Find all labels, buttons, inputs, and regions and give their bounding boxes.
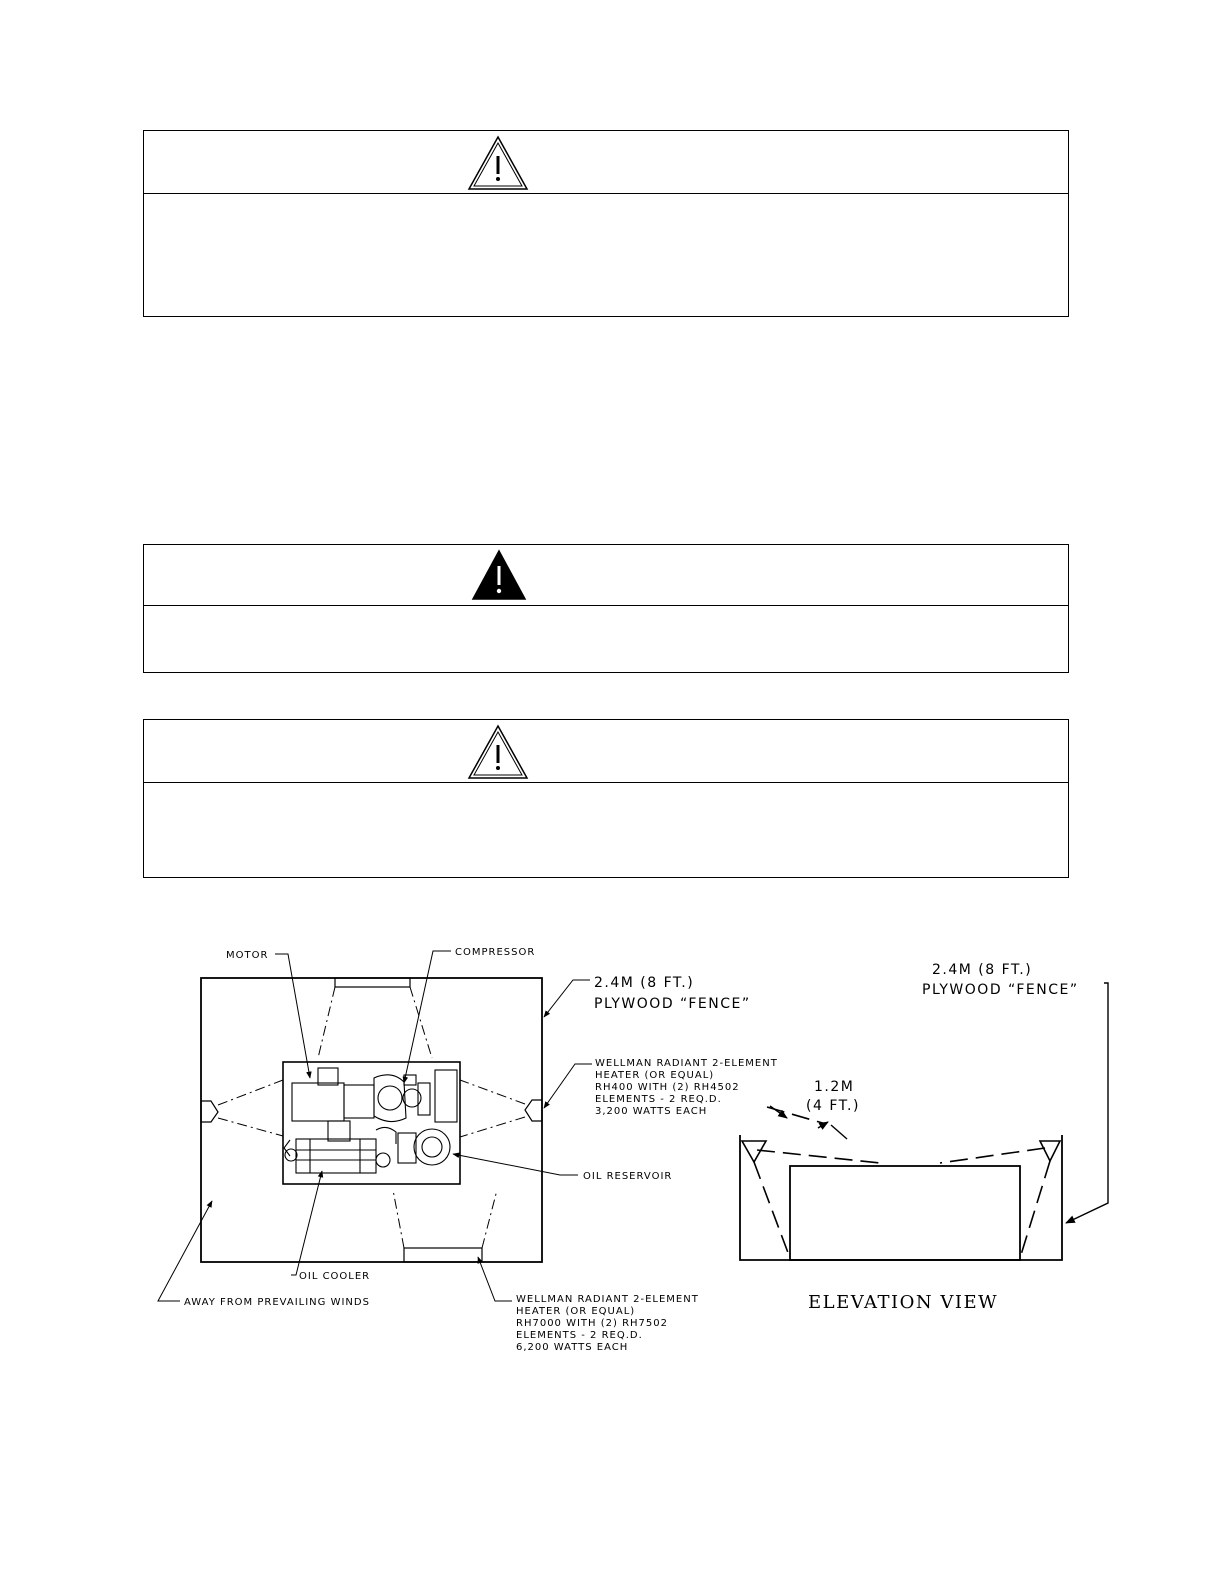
warning-notice-2 (143, 544, 1069, 673)
heater-elev-left (742, 1141, 766, 1162)
warning-notice-1 (143, 130, 1069, 317)
heater-small-line-1: WELLMAN RADIANT 2-ELEMENT (595, 1058, 778, 1069)
heater-small-line-4: ELEMENTS - 2 REQ.D. (595, 1094, 722, 1105)
elevation-view-title: ELEVATION VIEW (808, 1292, 999, 1313)
elev-clearance-ft: (4 FT.) (806, 1098, 860, 1114)
warning-triangle-filled-icon (471, 549, 527, 601)
heater-large-line-4: ELEMENTS - 2 REQ.D. (516, 1330, 643, 1341)
notice-header (144, 720, 1068, 783)
notice-header (144, 545, 1068, 606)
heater-small-line-5: 3,200 WATTS EACH (595, 1106, 708, 1117)
compressor-label: COMPRESSOR (455, 947, 536, 958)
heater-large-line-5: 6,200 WATTS EACH (516, 1342, 629, 1353)
motor-label: MOTOR (226, 950, 269, 961)
oil-reservoir-body (414, 1129, 450, 1165)
heater-large-line-1: WELLMAN RADIANT 2-ELEMENT (516, 1294, 699, 1305)
heater-large-line-2: HEATER (OR EQUAL) (516, 1306, 636, 1317)
warning-triangle-outline-icon (467, 724, 529, 780)
elev-fence-height: 2.4M (8 FT.) (932, 962, 1033, 978)
warning-triangle-outline-icon (467, 135, 529, 191)
installation-diagram (0, 900, 1224, 1370)
fence-type-label: PLYWOOD “FENCE” (594, 996, 751, 1012)
fence-height-label: 2.4M (8 FT.) (594, 975, 695, 991)
package-elevation (790, 1166, 1020, 1260)
heater-small-line-2: HEATER (OR EQUAL) (595, 1070, 715, 1081)
heater-elev-right (1040, 1141, 1060, 1161)
heater-top (335, 978, 410, 987)
motor-body (292, 1083, 344, 1121)
elev-fence-type: PLYWOOD “FENCE” (922, 982, 1079, 998)
elev-clearance-m: 1.2M (814, 1079, 855, 1095)
away-winds-label: AWAY FROM PREVAILING WINDS (184, 1297, 370, 1308)
heater-large-line-3: RH7000 WITH (2) RH7502 (516, 1318, 668, 1329)
compressor-body (418, 1083, 430, 1115)
fence-outline (201, 978, 542, 1262)
oil-cooler-body (296, 1139, 376, 1173)
heater-left (201, 1101, 218, 1122)
oil-reservoir-label: OIL RESERVOIR (583, 1171, 673, 1182)
heater-small-line-3: RH400 WITH (2) RH4502 (595, 1082, 740, 1093)
heater-bottom (404, 1248, 482, 1262)
elevation-view (740, 962, 1108, 1313)
plan-view (158, 947, 778, 1353)
oil-cooler-label: OIL COOLER (299, 1271, 371, 1282)
heater-right (525, 1100, 542, 1121)
notice-header (144, 131, 1068, 194)
warning-notice-3 (143, 719, 1069, 878)
